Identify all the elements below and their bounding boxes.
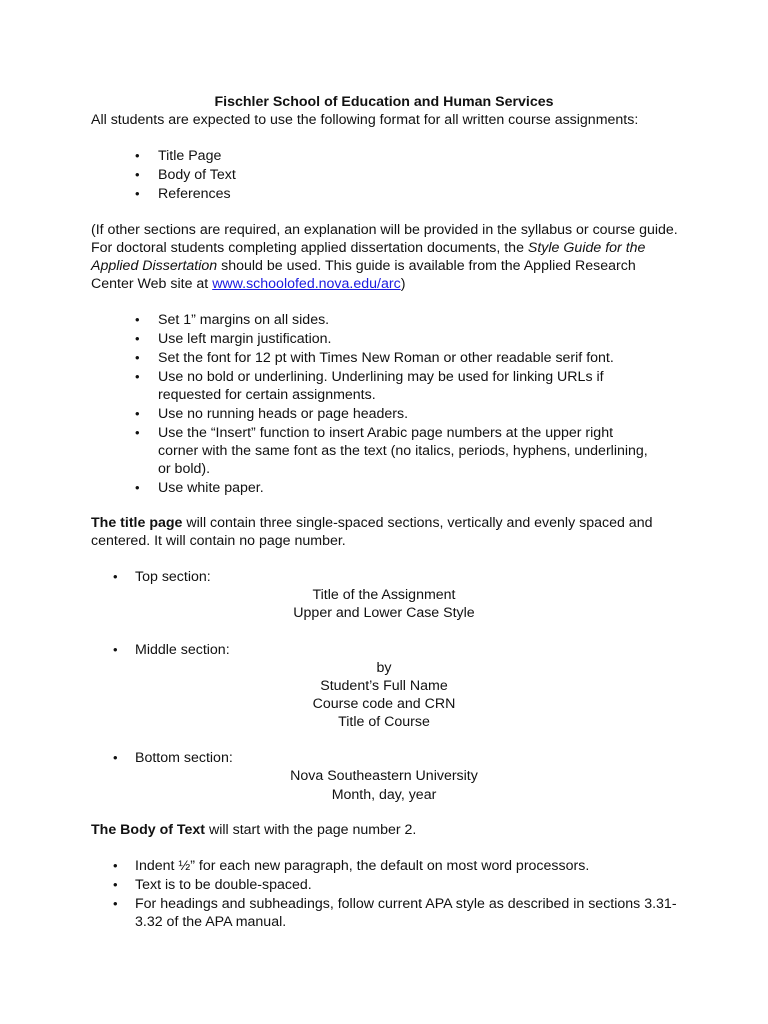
list-item-text: Use the “Insert” function to insert Arabic page numbers at the upper right corner with the same font as the text (no italics, periods, hyphens, underlining, or bold). [158,425,648,477]
list-item-text: Set the font for 12 pt with Times New Roman or other readable serif font. [158,350,614,366]
list-item [0,641,768,660]
list-item [0,147,768,166]
title-page-paragraph [91,514,671,550]
sections-note-text-1: (If other sections are required, an explanation will be provided in the syllabus or course guide. For doctoral students completing applied dissertation documents, the [91,222,678,256]
bottom-section-list [0,749,768,768]
list-item [0,424,768,479]
list-item [0,405,768,424]
list-item [0,185,768,204]
bullet-icon: • [135,480,140,495]
list-item [0,895,768,932]
list-item-text: For headings and subheadings, follow current APA style as described in sections 3.31-3.32 of the APA manual. [135,896,677,930]
list-item [0,349,768,368]
document-title: Fischler School of Education and Human Services [214,94,554,110]
list-item [0,311,768,330]
body-of-text-text: will start with the page number 2. [205,822,417,838]
bullet-icon: • [113,750,118,765]
top-section-line-1: Title of the Assignment [312,587,456,603]
list-item [0,876,768,895]
list-item-text: Use left margin justification. [158,331,332,347]
sections-note-text-2: should be used. This guide is available from the Applied Research Center Web site at [91,258,636,292]
list-item [0,479,768,498]
list-item [0,330,768,349]
list-item-text: Use white paper. [158,480,264,496]
middle-section-line-1: by [376,660,392,676]
bullet-icon: • [135,331,140,346]
bullet-icon: • [135,312,140,327]
list-item-text: Indent ½” for each new paragraph, the default on most word processors. [135,858,590,874]
list-item-text: Body of Text [158,167,236,183]
list-item [0,368,768,405]
list-item [0,857,768,876]
bottom-section-line-1: Nova Southeastern University [290,768,478,784]
style-guide-title: Style Guide for the Applied Dissertation [91,240,646,274]
title-page-text: will contain three single-spaced sections, vertically and evenly spaced and centered. It will contain no page number. [91,515,653,549]
list-item-text: Use no bold or underlining. Underlining may be used for linking URLs if requested for certain assignments. [158,369,604,403]
bullet-icon: • [113,896,118,911]
bullet-icon: • [113,877,118,892]
intro-paragraph: All students are expected to use the following format for all written course assignments: [91,112,639,128]
top-section-label: Top section: [135,569,211,585]
list-item-text: Title Page [158,148,222,164]
body-of-text-heading: The Body of Text [91,822,206,838]
bullet-icon: • [135,350,140,365]
bullet-icon: • [135,186,140,201]
list-item [0,568,768,587]
arc-website-link[interactable]: www.schoolofed.nova.edu/arc [212,276,401,292]
body-rules-list [0,857,768,932]
sections-list [0,147,768,204]
format-rules-list [0,311,768,498]
bullet-icon: • [135,369,140,384]
top-section-list [0,568,768,587]
top-section-line-2: Upper and Lower Case Style [293,605,475,621]
body-of-text-paragraph [91,821,691,839]
middle-section-line-2: Student’s Full Name [320,678,448,694]
middle-section-label: Middle section: [135,642,230,658]
bullet-icon: • [135,406,140,421]
bottom-section-label: Bottom section: [135,750,233,766]
list-item-text: Use no running heads or page headers. [158,406,409,422]
bullet-icon: • [113,642,118,657]
bullet-icon: • [135,148,140,163]
list-item [0,166,768,185]
list-item-text: References [158,186,231,202]
title-page-heading: The title page [91,515,183,531]
list-item [0,749,768,768]
bottom-section-line-2: Month, day, year [331,787,437,803]
middle-section-list [0,641,768,660]
sections-note-text-3: ) [400,276,406,292]
sections-note-paragraph [91,221,681,293]
middle-section-line-3: Course code and CRN [312,696,456,712]
bullet-icon: • [135,167,140,182]
bullet-icon: • [113,858,118,873]
list-item-text: Set 1” margins on all sides. [158,312,330,328]
bullet-icon: • [113,569,118,584]
list-item-text: Text is to be double-spaced. [135,877,312,893]
bullet-icon: • [135,425,140,440]
middle-section-line-4: Title of Course [338,714,430,730]
